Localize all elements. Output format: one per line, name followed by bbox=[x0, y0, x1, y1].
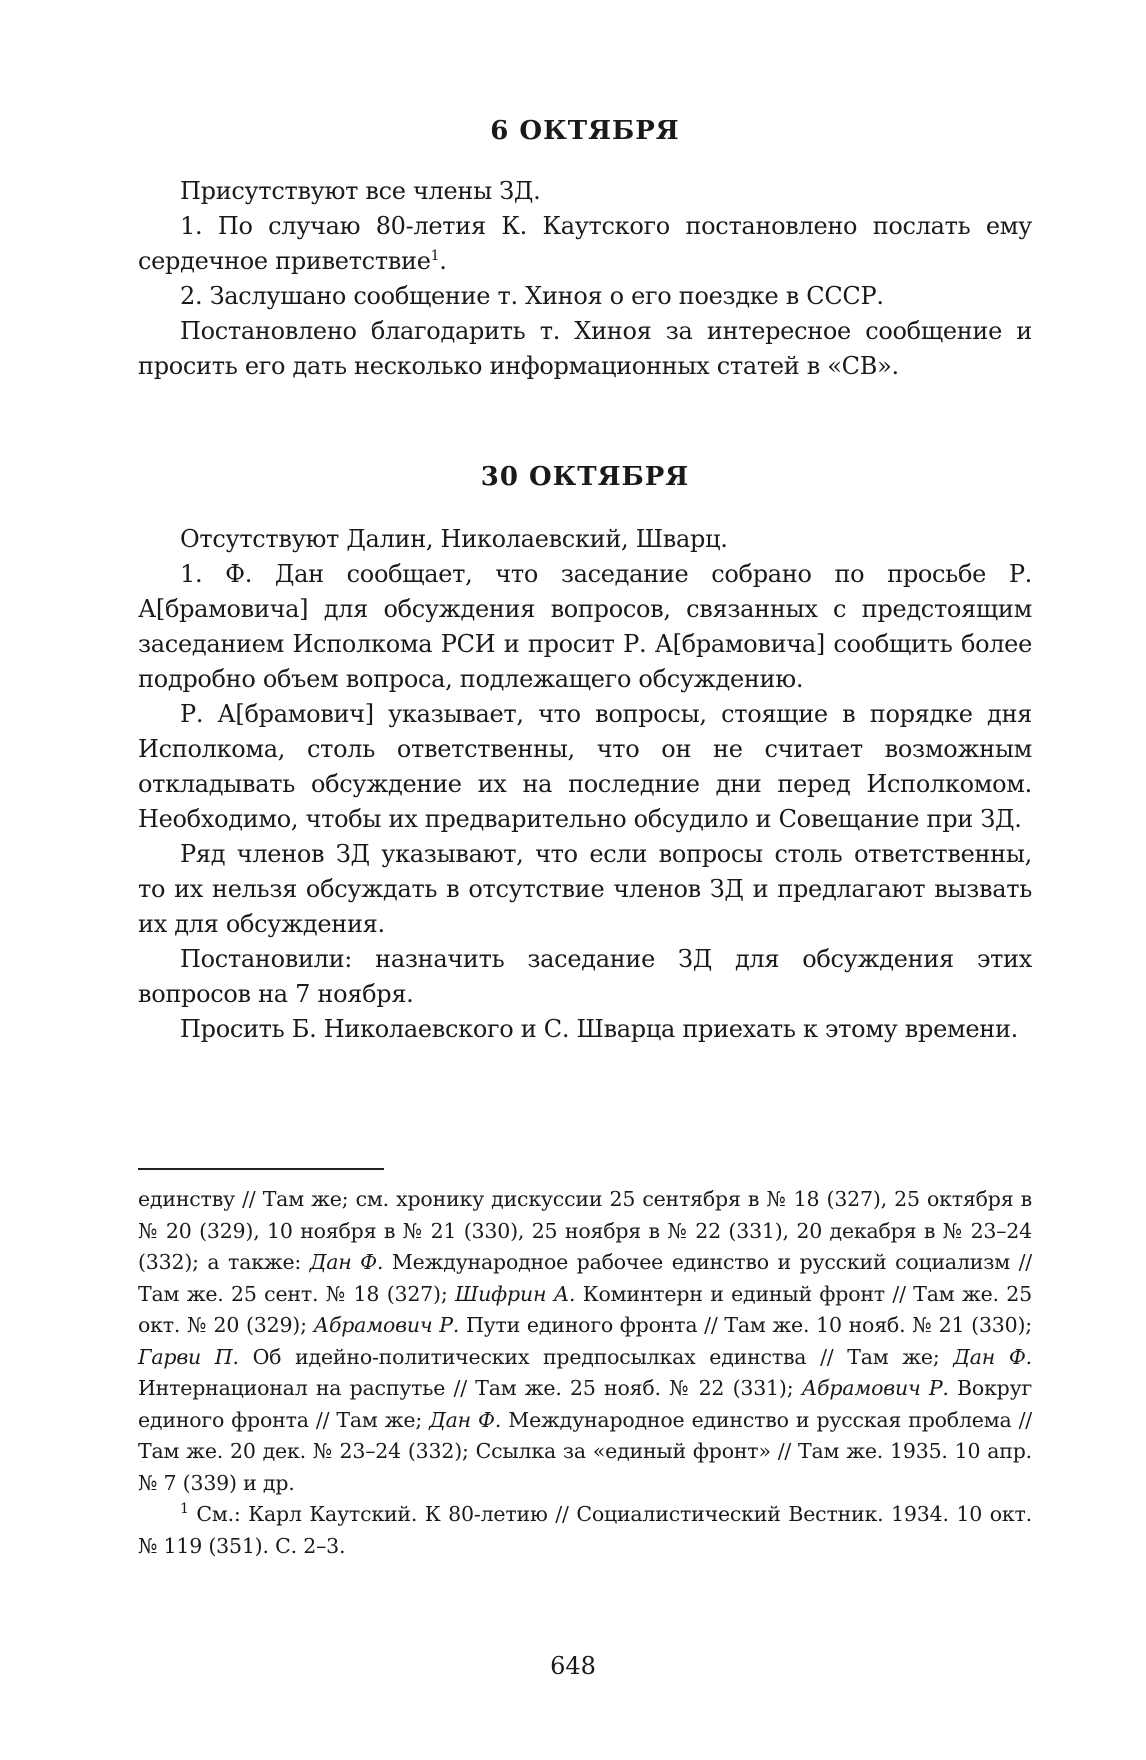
paragraph: 2. Заслушано сообщение т. Хиноя о его поездке в СССР. bbox=[180, 282, 884, 310]
cited-author: Дан Ф. bbox=[953, 1344, 1032, 1369]
paragraph: 1. Ф. Дан сообщает, что заседание собрано по просьбе Р. А[брамовича] для обсуждения вопросов, связанных с предстоящим заседанием Исполкома РСИ и просит Р. А[брамовича] сообщить более подробно объем вопроса, подлежащего обсуждению. bbox=[138, 560, 1032, 693]
paragraph bbox=[138, 209, 1032, 279]
paragraph: Присутствуют все члены ЗД. bbox=[180, 177, 541, 205]
footnote-continued bbox=[138, 1184, 1032, 1499]
section-6-october bbox=[138, 118, 1032, 144]
footnote-text: единству // Там же; см. хронику дискуссии 25 сентября в № 18 (327), 25 октября в № 20 (329), 10 ноября в № 21 (330), 25 ноября в № 22 (331), 20 декабря в № 23–24 (332); а также: bbox=[138, 1187, 1032, 1274]
paragraph-text: . bbox=[439, 247, 447, 275]
footnote-text: Интернационал на распутье // Там же. 25 нояб. № 22 (331); bbox=[138, 1376, 802, 1400]
footnote-text: Коминтерн и единый фронт // Там же. 25 окт. № 20 (329); bbox=[138, 1281, 1032, 1337]
footnote-text: См.: Карл Каутский. К 80-летию // Социалистический Вестник. 1934. 10 окт. № 119 (351). С. 2–3. bbox=[138, 1502, 1032, 1558]
paragraph: Р. А[брамович] указывает, что вопросы, стоящие в порядке дня Исполкома, столь ответственны, что он не считает возможным откладывать обсуждение их на последние дни перед Исполкомом. Необходимо, чтобы их предварительно обсудило и Совещание при ЗД. bbox=[138, 700, 1032, 833]
cited-author: Шифрин А. bbox=[454, 1281, 576, 1306]
paragraph: Постановлено благодарить т. Хиноя за интересное сообщение и просить его дать несколько информационных статей в «СВ». bbox=[138, 317, 1032, 380]
cited-author: Гарви П. bbox=[138, 1344, 239, 1369]
footnote-mark: 1 bbox=[180, 1501, 189, 1518]
paragraph-text: 1. По случаю 80-летия К. Каутского постановлено послать ему сердечное приветствие bbox=[138, 212, 1032, 275]
footnotes bbox=[138, 1184, 1032, 1562]
footnote-text: Международное рабочее единство и русский социализм // Там же. 25 сент. № 18 (327); bbox=[138, 1250, 1032, 1306]
paragraph: Отсутствуют Далин, Николаевский, Шварц. bbox=[180, 525, 728, 553]
section-30-october bbox=[138, 464, 1032, 490]
section-6-october-body bbox=[138, 174, 1032, 384]
footnote-divider bbox=[138, 1168, 384, 1170]
section-heading: 6 ОКТЯБРЯ bbox=[490, 116, 680, 146]
footnote-reference: 1 bbox=[430, 248, 440, 264]
section-heading: 30 ОКТЯБРЯ bbox=[480, 462, 690, 492]
paragraph: Просить Б. Николаевского и С. Шварца приехать к этому времени. bbox=[180, 1015, 1018, 1043]
footnote-text: Вокруг единого фронта // Там же; bbox=[138, 1376, 1033, 1432]
footnote-text: Об идейно-политических предпосылках единства // Там же; bbox=[238, 1344, 954, 1369]
cited-author: Дан Ф. bbox=[429, 1407, 502, 1432]
paragraph: Постановили: назначить заседание ЗД для обсуждения этих вопросов на 7 ноября. bbox=[138, 945, 1032, 1008]
footnote-text: Международное единство и русская проблема // Там же. 20 дек. № 23–24 (332); Ссылка за «единый фронт» // Там же. 1935. 10 апр. № 7 (339) и др. bbox=[138, 1407, 1032, 1495]
section-30-october-body bbox=[138, 522, 1032, 1047]
footnote-1 bbox=[138, 1499, 1032, 1562]
cited-author: Абрамович Р. bbox=[313, 1313, 460, 1337]
footnote-text: Пути единого фронта // Там же. 10 нояб. № 21 (330); bbox=[459, 1313, 1032, 1337]
cited-author: Дан Ф. bbox=[309, 1250, 384, 1274]
paragraph: Ряд членов ЗД указывают, что если вопросы столь ответственны, то их нельзя обсуждать в отсутствие членов ЗД и предлагают вызвать их для обсуждения. bbox=[138, 840, 1032, 938]
cited-author: Абрамович Р. bbox=[801, 1376, 949, 1400]
page-number: 648 bbox=[550, 1652, 596, 1680]
